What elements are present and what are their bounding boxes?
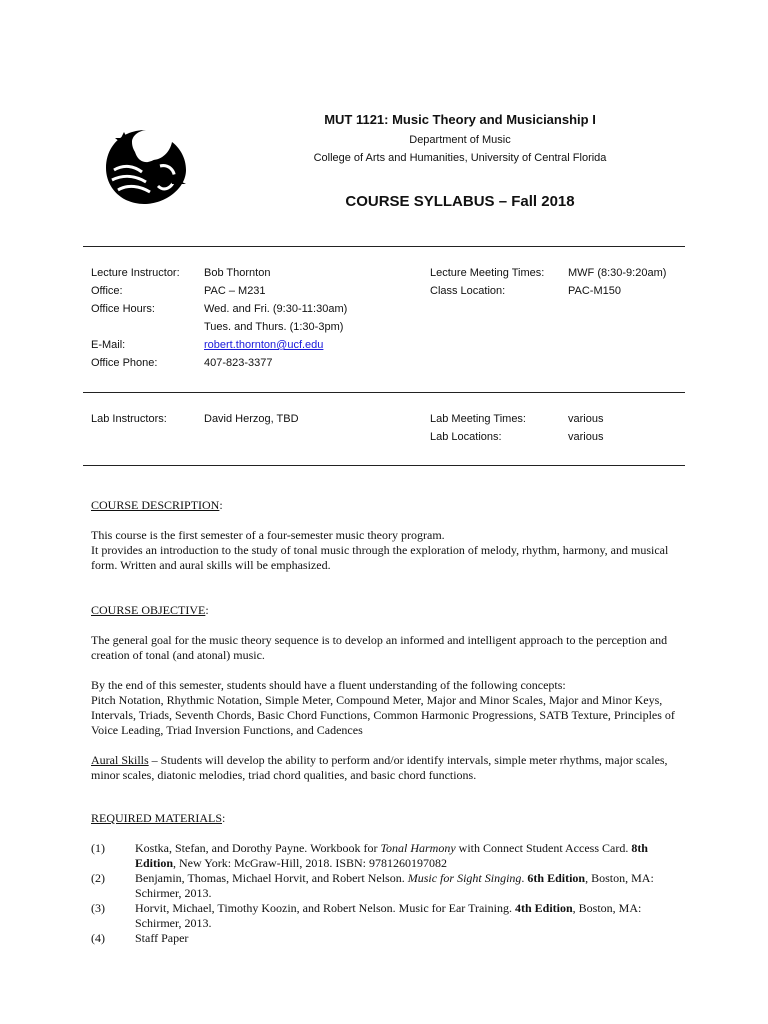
- lab-value-col: [204, 410, 299, 428]
- list-item: [91, 871, 691, 901]
- heading-colon: :: [219, 498, 223, 512]
- aural-skills-text: – Students will develop the ability to perform and/or identify intervals, simple meter rhythms, major scales, minor scales, diatonic melodies, triad chord qualities, and basic chord functions.: [91, 753, 668, 782]
- department-name: Department of Music: [409, 134, 511, 146]
- list-item-number: (1): [91, 841, 105, 855]
- list-item-text: Horvit, Michael, Timothy Koozin, and Robert Nelson. Music for Ear Training. 4th Edition, Boston, MA: Schirmer, 2013.: [135, 901, 642, 930]
- lab-meeting-labels: [430, 410, 526, 446]
- objective-concepts-list: Pitch Notation, Rhythmic Notation, Simple Meter, Compound Meter, Major and Minor Scales, Major and Minor Keys, Intervals, Triads, Seventh Chords, Basic Chord Functions, Common Harmonic Progressions, SATB Texture, Principles of Voice Leading, Triad Inversion Functions, and Cadences: [91, 693, 675, 737]
- label-email: E-Mail:: [91, 339, 126, 351]
- label-office: Office:: [91, 285, 123, 297]
- instructor-labels: [91, 264, 180, 372]
- value-office-hours-1: Wed. and Fri. (9:30-11:30am): [204, 303, 348, 315]
- value-lab-meeting-times: various: [568, 413, 604, 425]
- value-lab-locations: various: [568, 431, 604, 443]
- list-item: [91, 901, 691, 931]
- heading-colon: :: [205, 603, 209, 617]
- list-item-text: Kostka, Stefan, and Dorothy Payne. Workbook for Tonal Harmony with Connect Student Access Card. 8th Edition, New York: McGraw-Hill, 2018. ISBN: 9781260197082: [135, 841, 648, 870]
- email-link[interactable]: robert.thornton@ucf.edu: [204, 339, 324, 351]
- list-item-number: (3): [91, 901, 105, 915]
- heading-colon: :: [222, 811, 226, 825]
- list-item: [91, 841, 691, 871]
- list-item-text: Benjamin, Thomas, Michael Horvit, and Robert Nelson. Music for Sight Singing. 6th Edition, Boston, MA: Schirmer, 2013.: [135, 871, 654, 900]
- aural-skills-label: Aural Skills: [91, 753, 149, 767]
- course-objective-heading: COURSE OBJECTIVE: [91, 603, 206, 617]
- description-line-2: It provides an introduction to the study of tonal music through the exploration of melody, rhythm, harmony, and musical form. Written and aural skills will be emphasized.: [91, 543, 669, 572]
- required-materials-section: [91, 811, 691, 946]
- description-line-1: This course is the first semester of a four-semester music theory program.: [91, 528, 445, 542]
- lab-meeting-values: [568, 410, 603, 446]
- value-office-hours-2: Tues. and Thurs. (1:30-3pm): [204, 321, 344, 333]
- label-lab-instructors: Lab Instructors:: [91, 413, 167, 425]
- syllabus-title: COURSE SYLLABUS – Fall 2018: [345, 193, 575, 210]
- lecture-meeting-labels: [430, 264, 544, 300]
- list-item: [91, 931, 691, 946]
- objective-paragraph-2-intro: By the end of this semester, students should have a fluent understanding of the following concepts:: [91, 678, 566, 692]
- value-instructor-name: Bob Thornton: [204, 267, 271, 279]
- divider: [83, 465, 685, 466]
- label-lecture-meeting-times: Lecture Meeting Times:: [430, 267, 545, 279]
- label-class-location: Class Location:: [430, 285, 506, 297]
- required-materials-heading: REQUIRED MATERIALS: [91, 811, 222, 825]
- label-lab-meeting-times: Lab Meeting Times:: [430, 413, 526, 425]
- list-item-number: (2): [91, 871, 105, 885]
- value-lab-instructors: David Herzog, TBD: [204, 413, 299, 425]
- course-description-section: [91, 498, 681, 573]
- course-title: MUT 1121: Music Theory and Musicianship I: [324, 112, 596, 127]
- course-description-heading: COURSE DESCRIPTION: [91, 498, 220, 512]
- list-item-number: (4): [91, 931, 105, 945]
- label-lecture-instructor: Lecture Instructor:: [91, 267, 180, 279]
- label-lab-locations: Lab Locations:: [430, 431, 502, 443]
- value-office-phone: 407-823-3377: [204, 357, 273, 369]
- label-blank: [91, 318, 180, 336]
- pegasus-logo-icon: [100, 126, 192, 206]
- divider: [83, 392, 685, 393]
- label-office-phone: Office Phone:: [91, 357, 158, 369]
- college-name: College of Arts and Humanities, University of Central Florida: [313, 152, 607, 164]
- value-office: PAC – M231: [204, 285, 266, 297]
- lab-label-col: [91, 410, 167, 428]
- instructor-values: [204, 264, 347, 372]
- list-item-text: Staff Paper: [135, 931, 189, 945]
- lecture-meeting-values: [568, 264, 666, 300]
- objective-paragraph-1: The general goal for the music theory sequence is to develop an informed and intelligent approach to the perception and creation of tonal (and atonal) music.: [91, 633, 668, 662]
- value-lecture-meeting-times: MWF (8:30-9:20am): [568, 267, 667, 279]
- value-class-location: PAC-M150: [568, 285, 621, 297]
- divider: [83, 246, 685, 247]
- label-office-hours: Office Hours:: [91, 303, 155, 315]
- course-objective-section: [91, 603, 681, 783]
